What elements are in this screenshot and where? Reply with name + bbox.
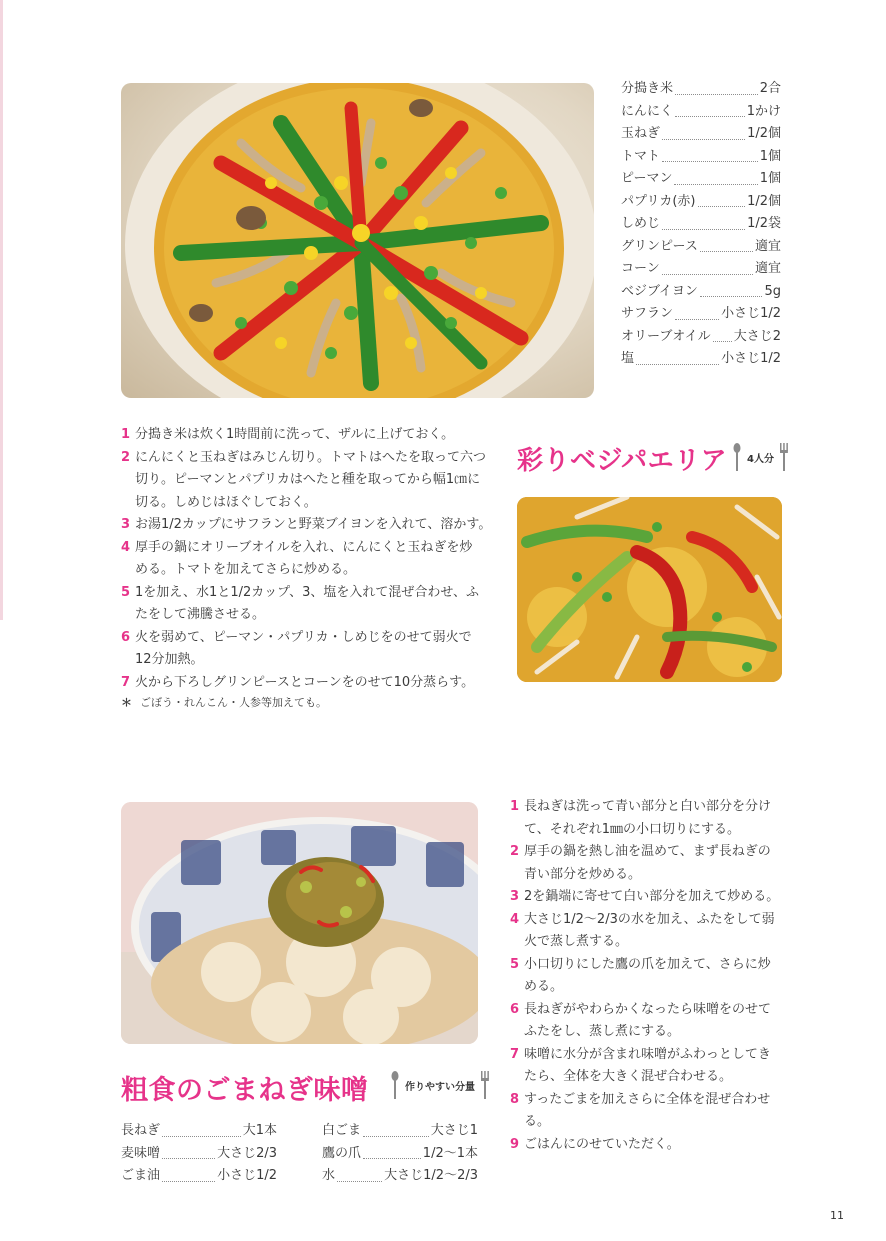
step-line: [510, 1066, 782, 1089]
step-text: たら、全体を大きく混ぜ合わせる。: [524, 1069, 733, 1084]
ingredient-row: [621, 191, 781, 214]
paella-ingredient-list: [621, 78, 781, 371]
step-number: 1: [121, 427, 131, 442]
leader-dots: [698, 206, 746, 207]
miso-steps: [510, 796, 782, 1156]
step-number: 1: [510, 799, 520, 814]
paella-pot-photo: [121, 83, 594, 398]
leader-dots: [674, 184, 757, 185]
step-text: 12分加熱。: [135, 652, 204, 667]
step-number: 2: [510, 844, 520, 859]
ingredient-name: 白ごま: [322, 1123, 362, 1138]
leader-dots: [700, 296, 763, 297]
step-text: て、それぞれ1㎜の小口切りにする。: [524, 821, 741, 837]
ingredient-name: トマト: [621, 148, 661, 164]
leader-dots: [662, 161, 758, 162]
paella-title: 彩りベジパエリア: [517, 446, 728, 476]
step-text: ふたをし、蒸し煮にする。: [524, 1024, 681, 1039]
step-number: 5: [121, 584, 131, 600]
leader-dots: [662, 229, 745, 230]
miso-rice-bowl-photo: [121, 802, 478, 1044]
step-line: [510, 976, 782, 999]
ingredient-amount: 1/2個: [747, 193, 781, 209]
step-number: [510, 1111, 524, 1134]
ingredient-name: 玉ねぎ: [621, 126, 661, 141]
ingredient-amount: 1/2個: [747, 126, 781, 141]
step-number: 3: [510, 889, 520, 904]
miso-ingredient-list-right: [322, 1120, 478, 1188]
step-line: [121, 492, 493, 515]
step-text: たをして沸騰させる。: [135, 607, 266, 622]
step-line: [510, 886, 782, 909]
step-line: [510, 1021, 782, 1044]
ingredient-row: [621, 281, 781, 304]
ingredient-amount: 小さじ1/2: [721, 306, 781, 321]
ingredient-amount: 1かけ: [746, 103, 781, 119]
ingredient-amount: 大さじ2: [733, 328, 781, 344]
miso-title: 粗食のごまねぎ味噌: [121, 1075, 369, 1106]
step-number: 4: [510, 911, 520, 927]
step-number: [510, 1021, 524, 1044]
ingredient-amount: 1個: [759, 148, 781, 164]
step-text: める。: [524, 979, 564, 994]
step-line: [510, 931, 782, 954]
step-line: [121, 559, 493, 582]
step-number: 8: [510, 1091, 520, 1107]
ingredient-row: [621, 213, 781, 236]
step-text: 厚手の鍋にオリーブオイルを入れ、にんにくと玉ねぎを炒: [135, 539, 473, 555]
ingredient-row: [621, 326, 781, 349]
step-text: 火を弱めて、ピーマン・パプリカ・しめじをのせて弱火で: [135, 629, 472, 645]
ingredient-row: [621, 146, 781, 169]
leader-dots: [675, 94, 758, 95]
step-line: [510, 909, 782, 932]
step-text: 切る。しめじはほぐしておく。: [135, 494, 317, 510]
leader-dots: [675, 319, 719, 320]
step-line: [510, 1044, 782, 1067]
step-text: 厚手の鍋を熱し油を温めて、まず長ねぎの: [524, 844, 771, 859]
step-number: 4: [121, 539, 131, 555]
step-number: [510, 864, 524, 887]
step-line: [510, 999, 782, 1022]
step-line: [510, 1111, 782, 1134]
ingredient-name: コーン: [621, 261, 660, 276]
ingredient-row: [621, 258, 781, 281]
miso-ingredient-list-left: [121, 1120, 277, 1188]
leader-dots: [675, 116, 745, 117]
ingredient-amount: 1/2〜1本: [422, 1145, 478, 1161]
ingredient-name: グリンピース: [621, 238, 698, 254]
ingredient-name: ピーマン: [621, 171, 673, 186]
ingredient-row: [621, 236, 781, 259]
paella-serving-text: 4人分: [747, 453, 774, 465]
ingredient-amount: 大さじ2/3: [217, 1145, 277, 1161]
leader-dots: [162, 1181, 215, 1182]
leader-dots: [337, 1181, 382, 1182]
ingredient-amount: 適宜: [754, 261, 781, 276]
leader-dots: [636, 364, 719, 365]
step-text: 火で蒸し煮する。: [524, 934, 629, 949]
step-line: [121, 537, 493, 560]
step-number: [510, 1066, 524, 1089]
paella-closeup-photo: [517, 497, 782, 682]
step-text: 1を加え、水1と1/2カップ、3、塩を入れて混ぜ合わせ、ふ: [135, 584, 479, 600]
ingredient-row: [121, 1120, 277, 1143]
step-text: にんにくと玉ねぎはみじん切り。トマトはへたを取って六つ: [135, 449, 487, 465]
ingredient-row: [621, 123, 781, 146]
step-number: [121, 492, 135, 515]
ingredient-row: [621, 348, 781, 371]
step-line: [510, 864, 782, 887]
ingredient-row: [621, 303, 781, 326]
paella-serving-badge: [730, 442, 791, 472]
ingredient-amount: 1/2袋: [747, 216, 781, 231]
step-number: [510, 819, 524, 842]
step-text: る。: [524, 1114, 551, 1129]
step-number: [510, 976, 524, 999]
ingredient-name: 麦味噌: [121, 1145, 161, 1161]
leader-dots: [363, 1158, 421, 1159]
step-line: [121, 649, 493, 672]
step-line: [510, 841, 782, 864]
step-number: [121, 649, 135, 672]
step-text: ごはんにのせていただく。: [524, 1136, 680, 1152]
ingredient-row: [322, 1120, 478, 1143]
step-text: める。トマトを加えてさらに炒める。: [135, 562, 357, 577]
step-text: 長ねぎは洗って青い部分と白い部分を分け: [524, 799, 772, 814]
step-number: [121, 469, 135, 492]
leader-dots: [162, 1136, 241, 1137]
step-line: [121, 672, 493, 695]
ingredient-row: [621, 78, 781, 101]
ingredient-name: 水: [322, 1168, 336, 1183]
note-asterisk: ＊: [121, 696, 132, 709]
ingredient-amount: 小さじ1/2: [217, 1168, 277, 1183]
spoon-icon: [730, 442, 744, 472]
step-text: 2を鍋端に寄せて白い部分を加えて炒める。: [524, 889, 780, 904]
step-line: [121, 582, 493, 605]
fork-icon: [478, 1070, 492, 1100]
ingredient-name: ごま油: [121, 1168, 161, 1183]
step-text: 味噌に水分が含まれ味噌がふわっとしてき: [524, 1046, 771, 1062]
ingredient-name: にんにく: [621, 103, 674, 119]
step-text: 分搗き米は炊く1時間前に洗って、ザルに上げておく。: [135, 427, 455, 442]
step-text: 切り。ピーマンとパプリカはへたと種を取ってから幅1㎝に: [135, 472, 481, 487]
step-number: 7: [121, 674, 131, 690]
leader-dots: [662, 274, 753, 275]
leader-dots: [363, 1136, 429, 1137]
leader-dots: [162, 1158, 215, 1159]
step-number: [510, 931, 524, 954]
ingredient-name: 分搗き米: [621, 81, 674, 96]
miso-serving-text: 作りやすい分量: [405, 1081, 475, 1093]
ingredient-row: [322, 1165, 478, 1188]
ingredient-amount: 大さじ1/2〜2/3: [384, 1168, 478, 1183]
ingredient-amount: 小さじ1/2: [721, 351, 781, 366]
ingredient-name: 長ねぎ: [121, 1123, 161, 1138]
step-number: [121, 559, 135, 582]
paella-steps: [121, 424, 493, 694]
ingredient-name: 鷹の爪: [322, 1145, 362, 1161]
ingredient-row: [322, 1143, 478, 1166]
step-line: [510, 954, 782, 977]
ingredient-row: [121, 1165, 277, 1188]
step-line: [121, 514, 493, 537]
step-line: [510, 1089, 782, 1112]
step-text: 大さじ1/2〜2/3の水を加え、ふたをして弱: [524, 911, 775, 927]
ingredient-name: しめじ: [621, 216, 661, 231]
ingredient-row: [621, 168, 781, 191]
ingredient-name: ベジブイヨン: [621, 283, 698, 299]
step-number: 5: [510, 956, 520, 972]
step-text: お湯1/2カップにサフランと野菜ブイヨンを入れて、溶かす。: [135, 517, 492, 532]
ingredient-name: オリーブオイル: [621, 328, 711, 344]
step-line: [121, 627, 493, 650]
step-line: [121, 604, 493, 627]
ingredient-amount: 大さじ1: [430, 1123, 478, 1138]
step-number: 2: [121, 449, 131, 465]
paella-note-text: ごぼう・れんこん・人参等加えても。: [140, 696, 327, 709]
ingredient-amount: 2合: [759, 81, 781, 96]
step-line: [510, 796, 782, 819]
miso-serving-badge: [388, 1070, 492, 1100]
step-number: 6: [121, 629, 131, 645]
step-line: [121, 447, 493, 470]
step-text: 長ねぎがやわらかくなったら味噌をのせて: [524, 1001, 772, 1017]
step-line: [510, 819, 782, 842]
step-text: すったごまを加えさらに全体を混ぜ合わせ: [524, 1091, 771, 1107]
step-number: [121, 604, 135, 627]
ingredient-name: パプリカ(赤): [621, 193, 696, 209]
ingredient-amount: 適宜: [754, 238, 781, 254]
leader-dots: [713, 341, 732, 342]
ingredient-name: 塩: [621, 351, 635, 366]
ingredient-amount: 大1本: [242, 1123, 277, 1138]
spoon-icon: [388, 1070, 402, 1100]
step-number: 7: [510, 1046, 520, 1062]
step-line: [121, 469, 493, 492]
paella-note: [121, 694, 327, 710]
step-text: 青い部分を炒める。: [524, 866, 642, 882]
leader-dots: [700, 251, 753, 252]
page-number: 11: [830, 1209, 844, 1222]
leader-dots: [662, 139, 745, 140]
ingredient-name: サフラン: [621, 306, 674, 321]
ingredient-amount: 1個: [759, 171, 781, 186]
ingredient-amount: 5g: [764, 283, 781, 299]
ingredient-row: [121, 1143, 277, 1166]
fork-icon: [777, 442, 791, 472]
step-line: [121, 424, 493, 447]
step-text: 火から下ろしグリンピースとコーンをのせて10分蒸らす。: [135, 674, 475, 690]
page-edge-line: [0, 0, 3, 620]
step-number: 6: [510, 1001, 520, 1017]
step-number: 9: [510, 1136, 520, 1152]
step-text: 小口切りにした鷹の爪を加えて、さらに炒: [524, 956, 771, 972]
ingredient-row: [621, 101, 781, 124]
step-line: [510, 1134, 782, 1157]
step-number: 3: [121, 517, 131, 532]
